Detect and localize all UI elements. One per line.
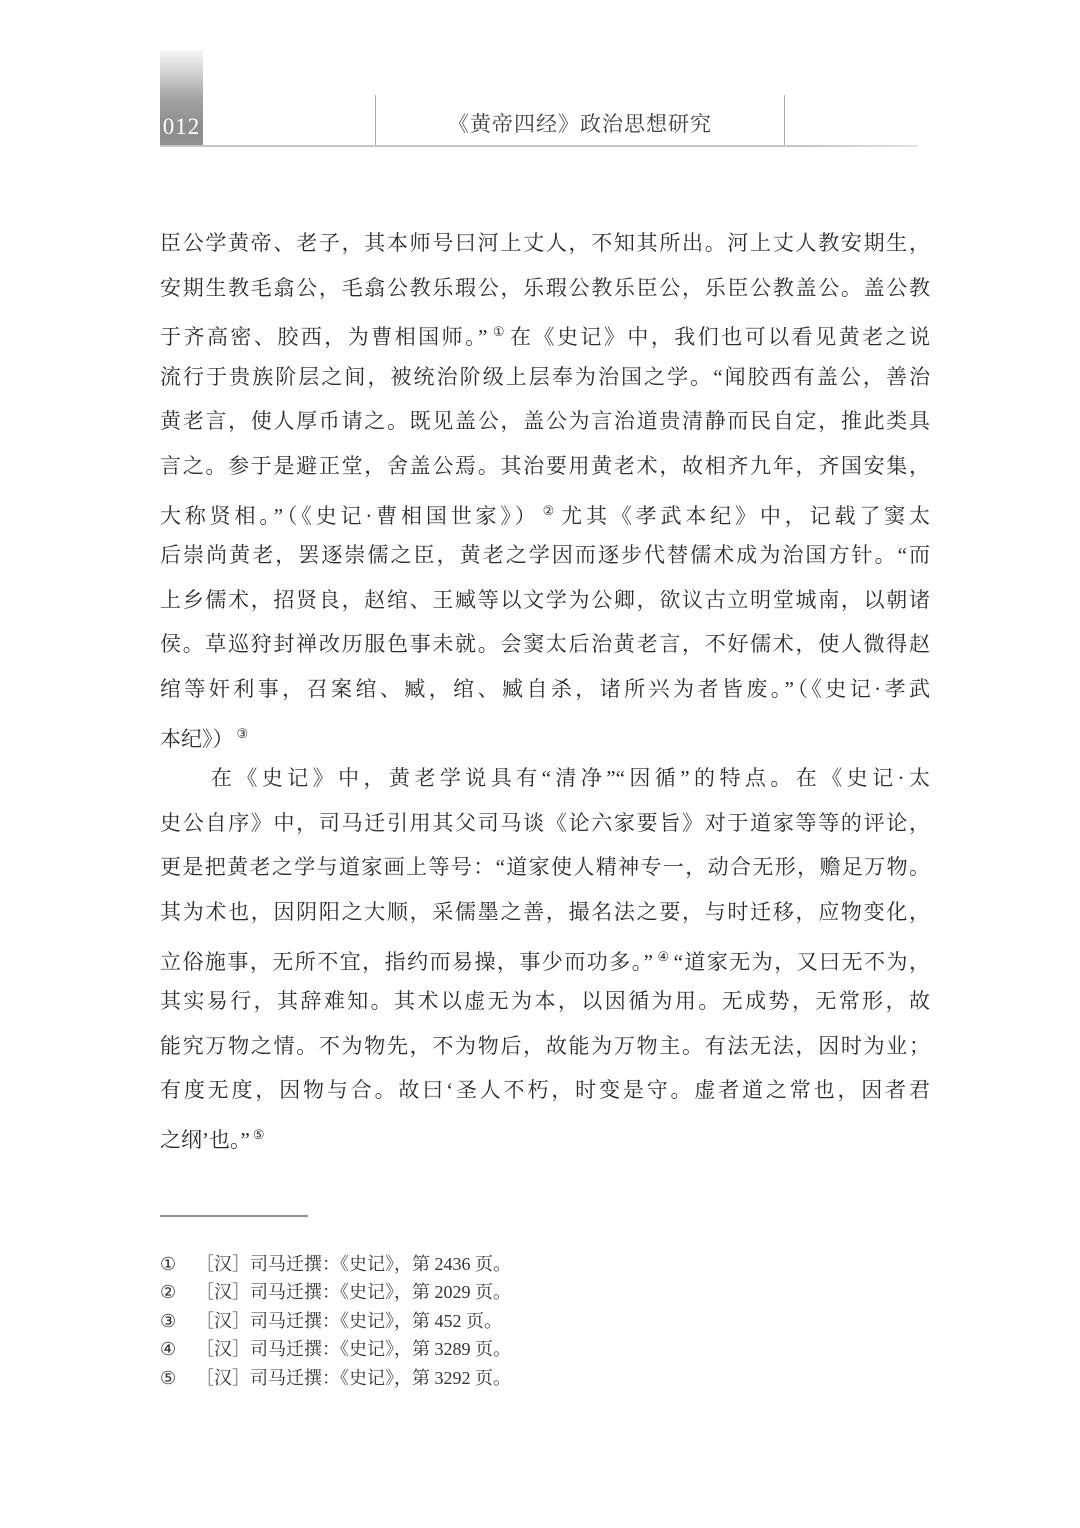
text-run: 后崇尚黄老，罢逐崇儒之臣，黄老之学因而逐步代替儒术成为治国方针。“而 (160, 543, 930, 568)
text-run: 立俗施事，无所不宜，指约而易操，事少而功多。” (160, 949, 653, 974)
text-run: 安期生教毛翕公，毛翕公教乐瑕公，乐瑕公教乐臣公，乐臣公教盖公。盖公教 (160, 275, 930, 300)
text-run: 其为术也，因阴阳之大顺，采儒墨之善，撮名法之要，与时迁移，应物变化， (160, 899, 930, 924)
footnote-ref: ⑤ (252, 1126, 265, 1142)
footnotes-section (160, 1215, 930, 1392)
text-line (160, 221, 930, 266)
text-line (160, 622, 930, 667)
text-run: 在《史记》中，我们也可以看见黄老之说 (510, 325, 931, 350)
text-line (160, 310, 930, 355)
footnote-separator (160, 1215, 308, 1217)
text-line (160, 756, 930, 801)
footnote-text: ［汉］司马迁撰：《史记》，第 2029 页。 (196, 1282, 511, 1303)
text-run: “道家无为，又曰无不为， (673, 949, 931, 974)
footnote-item (160, 1250, 930, 1278)
footnote-marker: ② (160, 1282, 177, 1303)
text-line (160, 444, 930, 489)
text-run: 侯。草巡狩封禅改历服色事未就。会窦太后治黄老言，不好儒术，使人微得赵 (160, 632, 930, 657)
footnote-ref: ① (490, 324, 508, 340)
text-line (160, 667, 930, 712)
text-run: 于齐高密、胶西，为曹相国师。” (160, 325, 488, 350)
footnote-item (160, 1335, 930, 1363)
text-line (160, 578, 930, 623)
footnote-item (160, 1364, 930, 1392)
footnote-text: ［汉］司马迁撰：《史记》，第 3289 页。 (196, 1339, 511, 1360)
text-run: 尤其《孝武本纪》中，记载了窦太 (561, 503, 931, 528)
text-line (160, 979, 930, 1024)
text-line (160, 489, 930, 534)
footnote-text: ［汉］司马迁撰：《史记》，第 3292 页。 (196, 1367, 511, 1388)
text-line (160, 1113, 930, 1158)
footnote-list (160, 1250, 930, 1392)
footnote-ref: ④ (656, 948, 671, 964)
text-line (160, 935, 930, 980)
text-line (160, 355, 930, 400)
text-run: 本纪》） (160, 726, 234, 751)
footnote-text: ［汉］司马迁撰：《史记》，第 452 页。 (196, 1310, 502, 1331)
text-run: 能究万物之情。不为物先，不为物后，故能为万物主。有法无法，因时为业； (160, 1033, 930, 1058)
text-run: 流行于贵族阶层之间，被统治阶级上层奉为治国之学。“闻胶西有盖公，善治 (160, 364, 930, 389)
text-line (160, 801, 930, 846)
text-run: 之纲’也。” (160, 1127, 250, 1152)
text-run: 史公自序》中，司马迁引用其父司马谈《论六家要旨》对于道家等等的评论， (160, 810, 930, 835)
footnote-ref: ③ (236, 725, 249, 741)
text-line (160, 266, 930, 311)
text-line (160, 1068, 930, 1113)
text-run: 绾等奸利事，召案绾、臧，绾、臧自杀，诸所兴为者皆废。”（《史记·孝武 (160, 676, 930, 701)
footnote-marker: ⑤ (160, 1367, 177, 1388)
text-line (160, 890, 930, 935)
text-line (160, 712, 930, 757)
page-number-bar (160, 50, 203, 146)
text-run: 在《史记》中，黄老学说具有“清净”“因循”的特点。在《史记·太 (160, 766, 930, 791)
text-run: 有度无度，因物与合。故曰‘圣人不朽，时变是守。虚者道之常也，因者君 (160, 1078, 930, 1103)
text-run: 黄老言，使人厚币请之。既见盖公，盖公为言治道贵清静而民自定，推此类具 (160, 409, 930, 434)
footnote-marker: ③ (160, 1310, 177, 1331)
footnote-item (160, 1278, 930, 1306)
text-line (160, 1024, 930, 1069)
text-run: 臣公学黄帝、老子，其本师号曰河上丈人，不知其所出。河上丈人教安期生， (160, 231, 930, 255)
text-run: 其实易行，其辞难知。其术以虚无为本，以因循为用。无成势，无常形，故 (160, 989, 930, 1014)
footnote-item (160, 1307, 930, 1335)
text-line (160, 399, 930, 444)
header-rule (160, 145, 918, 147)
text-run: 大称贤相。”（《史记·曹相国世家》） (160, 503, 540, 528)
footnote-ref: ② (542, 502, 559, 518)
text-line (160, 533, 930, 578)
text-run: 言之。参于是避正堂，舍盖公焉。其治要用黄老术，故相齐九年，齐国安集， (160, 453, 930, 478)
footnote-text: ［汉］司马迁撰：《史记》，第 2436 页。 (196, 1254, 511, 1274)
text-line (160, 845, 930, 890)
body-text (160, 221, 930, 1157)
text-run: 上乡儒术，招贤良，赵绾、王臧等以文学为公卿，欲议古立明堂城南，以朝诸 (160, 587, 930, 612)
running-title: 《黄帝四经》政治思想研究 (448, 112, 712, 136)
footnote-marker: ④ (160, 1339, 177, 1360)
footnote-marker: ① (160, 1254, 177, 1274)
page-number: 012 (162, 114, 201, 139)
text-run: 更是把黄老之学与道家画上等号：“道家使人精神专一，动合无形，赡足万物。 (160, 855, 930, 880)
